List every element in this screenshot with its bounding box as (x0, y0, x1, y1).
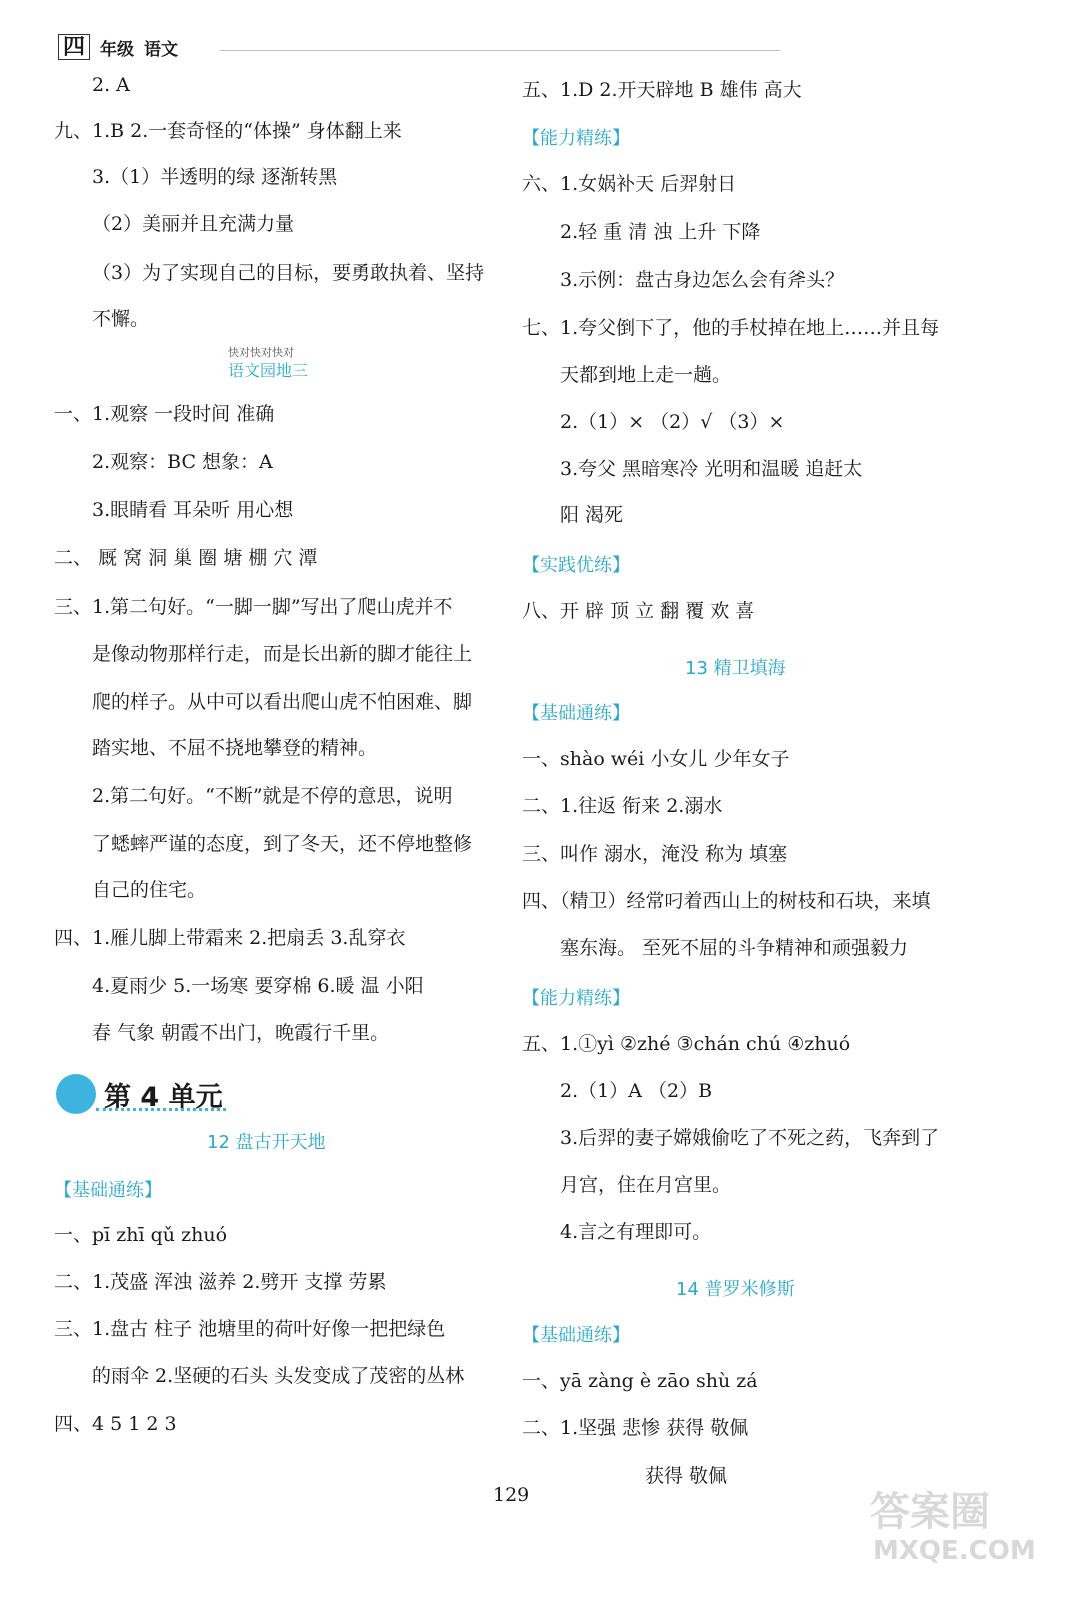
answer-line: 自己的住宅。 (92, 879, 207, 901)
answer-line: 踏实地、不屈不挠地攀登的精神。 (92, 737, 378, 759)
tag-practice: 【实践优练】 (522, 555, 630, 576)
answer-line: 月宫，住在月宫里。 (560, 1174, 732, 1196)
tag-basic: 【基础通练】 (54, 1180, 162, 1201)
answer-line: 八、开 辟 顶 立 翻 覆 欢 喜 (522, 600, 755, 622)
answer-line: （2）美丽并且充满力量 (92, 213, 295, 235)
lesson-14-title: 14 普罗米修斯 (676, 1279, 795, 1300)
answer-line: 的雨伞 2.坚硬的石头 头发变成了茂密的丛林 (92, 1365, 465, 1387)
lesson-12-title: 12 盘古开天地 (207, 1132, 326, 1153)
tag-basic: 【基础通练】 (522, 1325, 630, 1346)
answer-line: 阳 渴死 (560, 504, 624, 526)
answer-line: 塞东海。 至死不屈的斗争精神和顽强毅力 (560, 937, 909, 959)
answer-line: 六、1.女娲补天 后羿射日 (522, 173, 737, 195)
answer-line: 一、yā zàng è zāo shù zá (522, 1370, 758, 1392)
answer-line: 2.（1）× （2）√ （3）× (560, 411, 785, 433)
subject-label: 语文 (144, 39, 179, 60)
unit-underline (96, 1108, 226, 1111)
answer-line: 五、1.D 2.开天辟地 B 雄伟 高大 (522, 79, 802, 101)
page-header (58, 34, 178, 60)
small-caption: 快对快对快对 (228, 346, 294, 359)
header-divider (220, 50, 780, 51)
answer-line: 3.示例：盘古身边怎么会有斧头？ (560, 269, 845, 291)
answer-line: 三、叫作 溺水，淹没 称为 填塞 (522, 843, 788, 865)
answer-line: 3.夸父 黑暗寒冷 光明和温暖 追赶太 (560, 458, 863, 480)
answer-line: （3）为了实现自己的目标，要勇敢执着、坚持 (92, 262, 485, 284)
answer-line: 获得 敬佩 (645, 1465, 728, 1487)
answer-line: 春 气象 朝霞不出门，晚霞行千里。 (92, 1022, 390, 1044)
answer-line: 七、1.夸父倒下了，他的手杖掉在地上……并且每 (522, 317, 940, 339)
tag-ability: 【能力精练】 (522, 128, 630, 149)
answer-line: 3.眼睛看 耳朵听 用心想 (92, 499, 294, 521)
grade-badge: 四 (58, 34, 90, 60)
answer-line: 四、4 5 1 2 3 (54, 1413, 177, 1435)
answer-line: 二、1.坚强 悲惨 获得 敬佩 (522, 1417, 749, 1439)
answer-line: 4.夏雨少 5.一场寒 要穿棉 6.暖 温 小阳 (92, 975, 424, 997)
answer-line: 五、1.①yì ②zhé ③chán chú ④zhuó (522, 1033, 851, 1055)
answer-line: 二、 厩 窝 洞 巢 圈 塘 棚 穴 潭 (54, 547, 318, 569)
answer-line: 天都到地上走一趟。 (560, 364, 732, 386)
answer-line: 是像动物那样行走，而是长出新的脚才能往上 (92, 643, 473, 665)
answer-line: 四、1.雁儿脚上带霜来 2.把扇丢 3.乱穿衣 (54, 927, 406, 949)
answer-line: 三、1.第二句好。“一脚一脚”写出了爬山虎并不 (54, 596, 453, 618)
unit-title: 第 4 单元 (104, 1081, 223, 1113)
answer-line: 4.言之有理即可。 (560, 1221, 712, 1243)
unit-dot-icon (56, 1074, 96, 1114)
answer-line: 一、pī zhī qǔ zhuó (54, 1224, 228, 1246)
answer-line: 一、shào wéi 小女儿 少年女子 (522, 748, 790, 770)
lesson-13-title: 13 精卫填海 (685, 658, 786, 679)
answer-line: 一、1.观察 一段时间 准确 (54, 403, 275, 425)
answer-line: 三、1.盘古 柱子 池塘里的荷叶好像一把把绿色 (54, 1318, 446, 1340)
answer-line: 3.后羿的妻子嫦娥偷吃了不死之药，飞奔到了 (560, 1127, 940, 1149)
watermark-logo: 答案圈 (870, 1489, 990, 1535)
tag-basic: 【基础通练】 (522, 703, 630, 724)
answer-line: 2. A (92, 74, 130, 96)
answer-line: 不懈。 (92, 308, 150, 330)
answer-line: 3.（1）半透明的绿 逐渐转黑 (92, 166, 338, 188)
answer-line: 2.轻 重 清 浊 上升 下降 (560, 221, 761, 243)
section-title-yuandi: 语文园地三 (228, 361, 309, 380)
grade-label: 年级 (100, 39, 135, 60)
answer-line: 二、1.茂盛 浑浊 滋养 2.劈开 支撑 劳累 (54, 1271, 387, 1293)
answer-line: 九、1.B 2.一套奇怪的“体操” 身体翻上来 (54, 120, 402, 142)
tag-ability: 【能力精练】 (522, 988, 630, 1009)
page-number: 129 (493, 1484, 530, 1506)
answer-line: 四、（精卫）经常叼着西山上的树枝和石块，来填 (522, 890, 931, 912)
answer-line: 2.（1）A （2）B (560, 1080, 713, 1102)
answer-line: 2.观察：BC 想象：A (92, 451, 273, 473)
watermark-url: MXQE.COM (873, 1536, 1036, 1566)
answer-line: 爬的样子。从中可以看出爬山虎不怕困难、脚 (92, 691, 473, 713)
answer-line: 了蟋蟀严谨的态度，到了冬天，还不停地整修 (92, 833, 473, 855)
answer-line: 2.第二句好。“不断”就是不停的意思，说明 (92, 785, 453, 807)
answer-line: 二、1.往返 衔来 2.溺水 (522, 795, 723, 817)
